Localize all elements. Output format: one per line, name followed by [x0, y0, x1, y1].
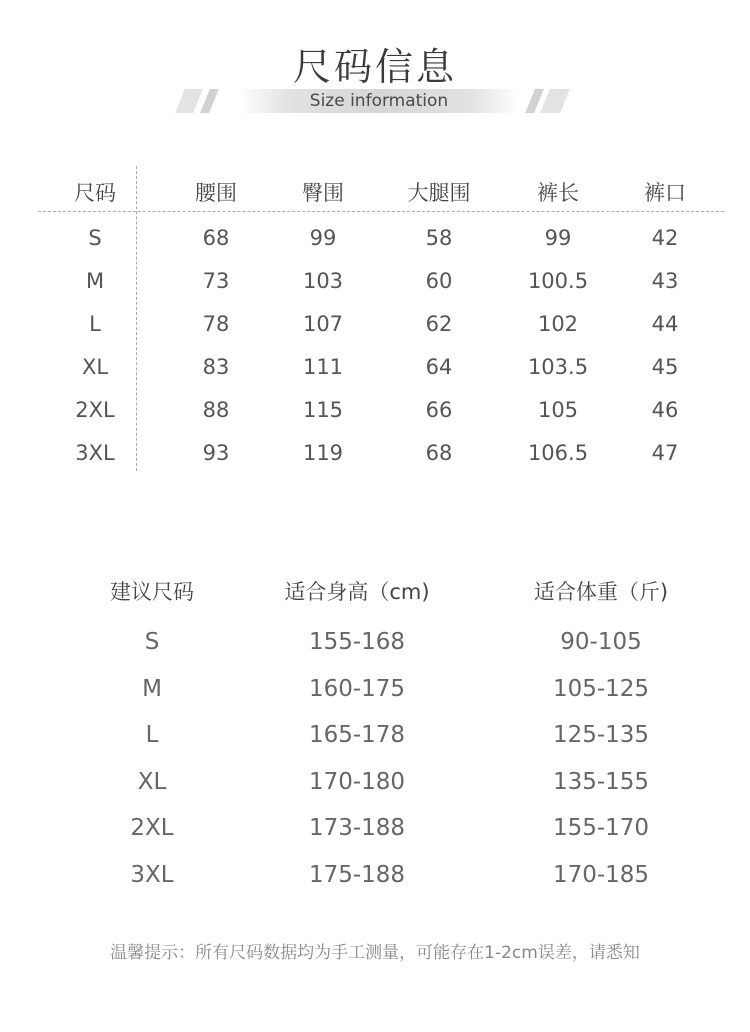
column-header: 适合身高（cm) [284, 580, 430, 604]
table-cell: 60 [425, 269, 453, 293]
size-label: S [88, 226, 102, 250]
table-cell: 78 [202, 312, 230, 336]
size-label: 2XL [130, 815, 174, 841]
table-cell: 45 [651, 355, 679, 379]
table-cell: 135-155 [552, 768, 650, 795]
table-cell: 83 [202, 355, 230, 379]
table-cell: 43 [651, 269, 679, 293]
table-cell: 47 [651, 441, 679, 465]
column-header: 臀围 [302, 181, 344, 205]
table-cell: 106.5 [527, 441, 589, 465]
column-header: 尺码 [74, 181, 116, 205]
table-cell: 170-180 [308, 768, 406, 795]
table-cell: 111 [302, 355, 344, 379]
table-cell: 99 [544, 226, 572, 250]
column-header: 腰围 [195, 181, 237, 205]
column-header: 大腿围 [407, 181, 471, 205]
table-cell: 105 [537, 398, 579, 422]
table-cell: 103.5 [527, 355, 589, 379]
table-cell: 46 [651, 398, 679, 422]
page-subtitle: Size information [309, 91, 449, 111]
table-cell: 42 [651, 226, 679, 250]
size-label: L [89, 312, 101, 336]
table-cell: 170-185 [552, 861, 650, 888]
table-cell: 155-168 [308, 629, 406, 655]
size-label: M [85, 269, 105, 293]
table-cell: 102 [537, 312, 579, 336]
column-header: 裤长 [537, 181, 579, 205]
table-cell: 44 [651, 312, 679, 336]
column-header: 裤口 [644, 181, 686, 205]
table-cell: 119 [302, 441, 344, 465]
page-title: 尺码信息 [292, 45, 457, 89]
size-label: XL [137, 768, 167, 795]
size-label: S [144, 629, 160, 655]
column-header: 建议尺码 [110, 580, 194, 604]
table-cell: 58 [425, 226, 453, 250]
table-cell: 99 [309, 226, 337, 250]
table-cell: 165-178 [308, 722, 406, 748]
table-cell: 155-170 [552, 815, 650, 841]
size-label: XL [81, 355, 109, 379]
table-cell: 107 [302, 312, 344, 336]
table-cell: 125-135 [552, 722, 650, 748]
table-cell: 105-125 [552, 675, 650, 702]
table-cell: 175-188 [308, 861, 406, 888]
table-cell: 160-175 [308, 675, 406, 702]
table-cell: 68 [425, 441, 453, 465]
table-cell: 93 [202, 441, 230, 465]
table-cell: 62 [425, 312, 453, 336]
size-label: 2XL [75, 398, 115, 422]
size-label: M [142, 675, 162, 702]
size-label: 3XL [130, 861, 174, 888]
table-cell: 115 [302, 398, 344, 422]
table-cell: 88 [202, 398, 230, 422]
table-cell: 103 [302, 269, 344, 293]
table-cell: 90-105 [560, 629, 642, 655]
table-cell: 100.5 [527, 269, 589, 293]
table-cell: 68 [202, 226, 230, 250]
column-header: 适合体重（斤) [533, 580, 669, 604]
size-label: L [145, 722, 159, 748]
table-cell: 173-188 [308, 815, 406, 841]
table-cell: 73 [202, 269, 230, 293]
size-label: 3XL [75, 441, 115, 465]
table-cell: 66 [425, 398, 453, 422]
table-cell: 64 [425, 355, 453, 379]
footnote: 温馨提示：所有尺码数据均为手工测量，可能存在1-2cm误差，请悉知 [110, 943, 640, 963]
